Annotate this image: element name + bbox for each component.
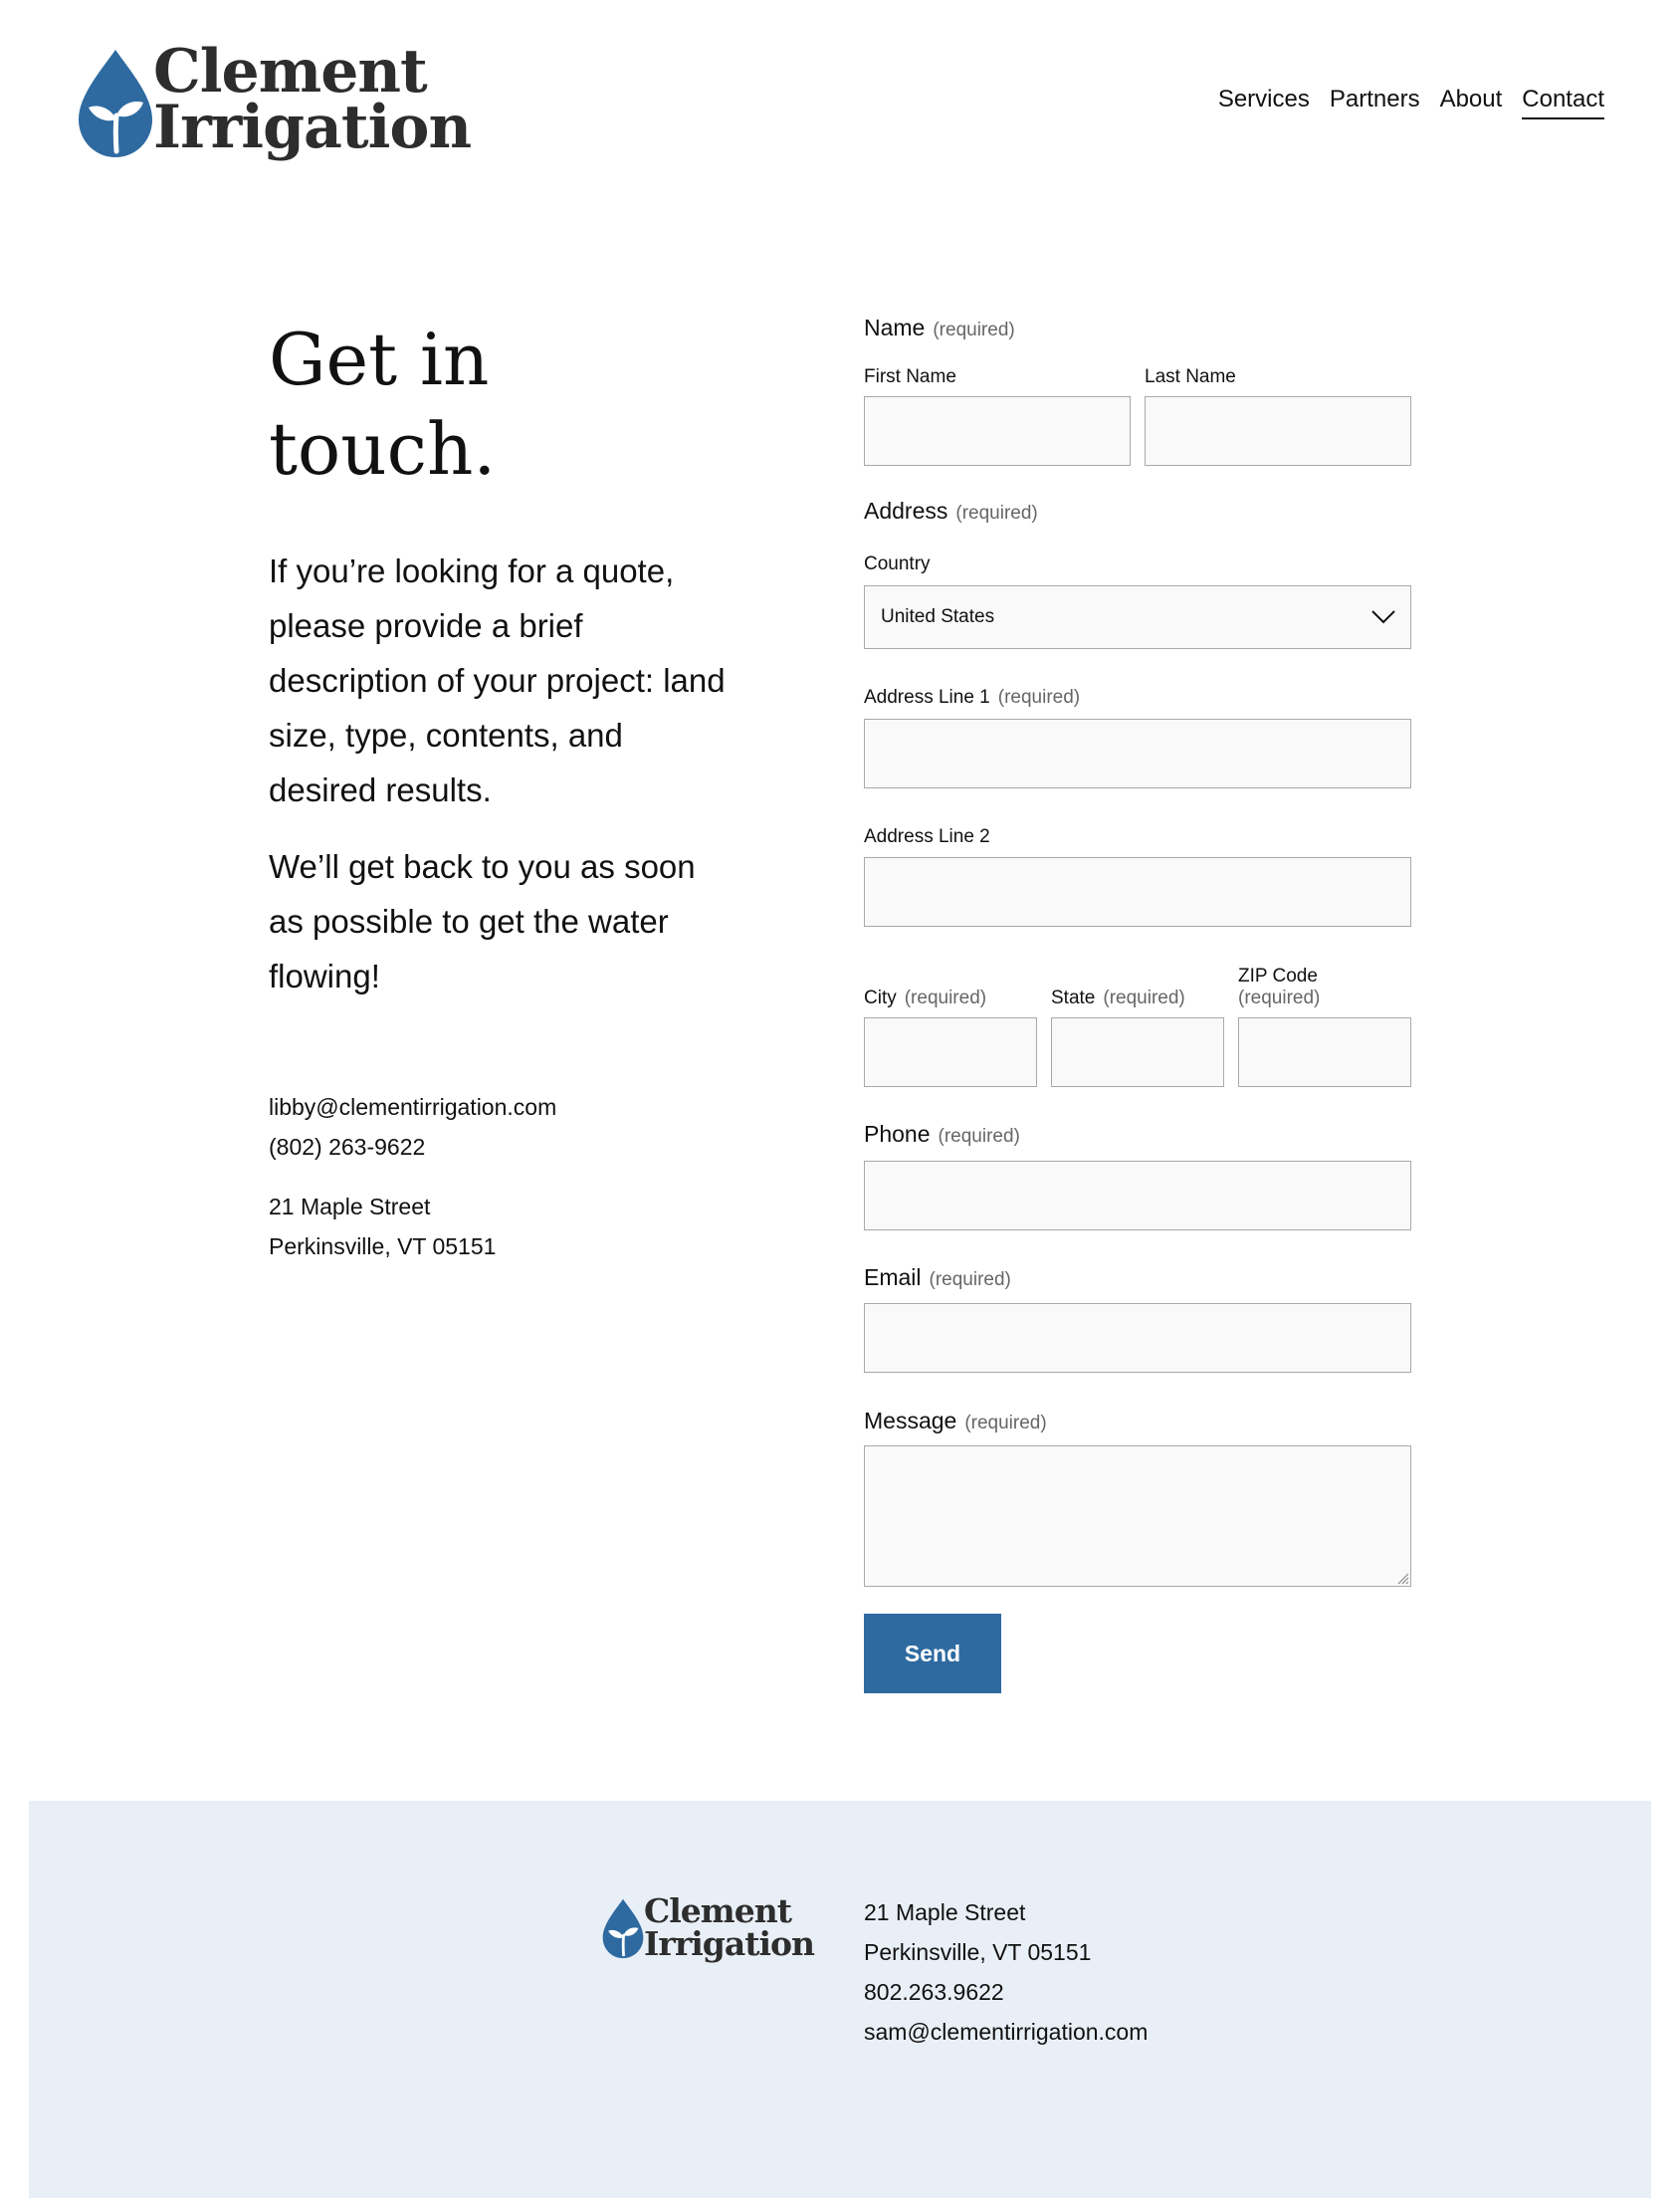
zip-required: (required) xyxy=(1238,988,1321,1008)
last-name-input[interactable] xyxy=(1145,396,1411,466)
site-footer xyxy=(29,1801,1651,2198)
footer-wordmark xyxy=(644,1891,814,1963)
address-line2-input[interactable] xyxy=(864,857,1411,927)
nav-contact[interactable]: Contact xyxy=(1522,86,1604,119)
nav-about[interactable]: About xyxy=(1439,86,1503,112)
address-line2-label: Address Line 2 xyxy=(864,826,990,847)
main-nav xyxy=(1218,86,1604,119)
footer-email[interactable]: sam@clementirrigation.com xyxy=(864,2019,1149,2045)
brand-name-line2: Irrigation xyxy=(153,93,472,162)
city-label: City (required) xyxy=(864,988,987,1008)
footer-contact-info xyxy=(864,1892,1148,2052)
phone-label: Phone (required) xyxy=(864,1121,1020,1147)
last-name-label: Last Name xyxy=(1145,366,1236,387)
contact-email[interactable]: libby@clementirrigation.com xyxy=(269,1094,557,1120)
send-button[interactable]: Send xyxy=(864,1614,1001,1693)
chevron-down-icon xyxy=(1370,609,1396,625)
nav-services[interactable]: Services xyxy=(1217,86,1310,112)
footer-logo[interactable] xyxy=(601,1891,814,1963)
footer-brand-line2: Irrigation xyxy=(644,1924,814,1963)
phone-input[interactable] xyxy=(864,1161,1411,1230)
footer-city: Perkinsville, VT 05151 xyxy=(864,1939,1092,1965)
header-logo[interactable] xyxy=(76,37,472,163)
contact-street: 21 Maple Street xyxy=(269,1194,431,1219)
first-name-input[interactable] xyxy=(864,396,1131,466)
address-label: Address (required) xyxy=(864,498,1038,524)
email-label: Email (required) xyxy=(864,1264,1011,1290)
country-select[interactable] xyxy=(864,585,1411,649)
state-input[interactable] xyxy=(1051,1017,1224,1087)
zip-input[interactable] xyxy=(1238,1017,1411,1087)
name-label: Name (required) xyxy=(864,315,1015,340)
nav-partners[interactable]: Partners xyxy=(1329,86,1420,112)
page-title: Get in touch. xyxy=(269,318,497,491)
footer-phone[interactable]: 802.263.9622 xyxy=(864,1979,1004,2005)
contact-info xyxy=(269,1087,556,1266)
contact-phone[interactable]: (802) 263-9622 xyxy=(269,1134,426,1160)
brand-wordmark xyxy=(153,37,472,162)
address-line1-input[interactable] xyxy=(864,719,1411,788)
city-input[interactable] xyxy=(864,1017,1037,1087)
message-wrapper xyxy=(864,1445,1411,1587)
message-textarea[interactable] xyxy=(864,1445,1411,1587)
email-input[interactable] xyxy=(864,1303,1411,1373)
message-label: Message (required) xyxy=(864,1408,1047,1433)
country-label: Country xyxy=(864,553,931,574)
address-line1-label: Address Line 1 (required) xyxy=(864,687,1081,708)
intro-paragraph-response: We’ll get back to you as soon as possible to get the water flowing! xyxy=(269,848,696,994)
zip-label: ZIP Code xyxy=(1238,966,1318,987)
water-drop-sprout-icon xyxy=(76,46,155,163)
country-select-value: United States xyxy=(881,606,995,627)
state-label: State (required) xyxy=(1051,988,1185,1008)
intro-paragraph-quote: If you’re looking for a quote, please provide a brief description of your project: land size, type, contents, and desired results. xyxy=(269,552,726,808)
contact-city: Perkinsville, VT 05151 xyxy=(269,1233,497,1259)
brand-name-line1: Clement xyxy=(153,37,427,107)
water-drop-sprout-icon xyxy=(601,1896,645,1962)
footer-brand-line1: Clement xyxy=(644,1891,791,1930)
resize-grip-icon[interactable] xyxy=(1395,1571,1409,1585)
first-name-label: First Name xyxy=(864,366,956,387)
intro-section xyxy=(269,315,727,1003)
footer-street: 21 Maple Street xyxy=(864,1899,1026,1925)
